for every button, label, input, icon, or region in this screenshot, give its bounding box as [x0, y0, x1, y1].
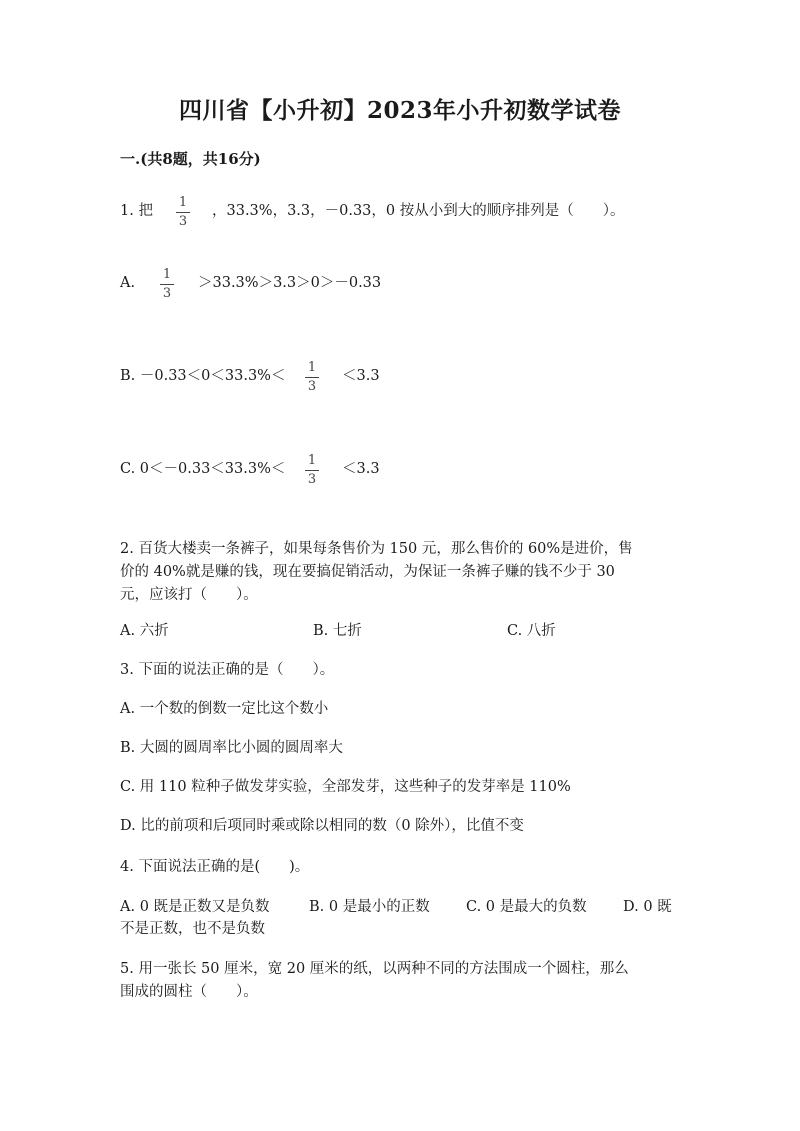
q2-option-c: C. 八折	[507, 623, 556, 639]
q1-fraction	[176, 196, 190, 229]
q1-option-a-label: A.	[120, 275, 136, 291]
q2-line-1: 2. 百货大楼卖一条裤子，如果每条售价为 150 元，那么售价的 60%是进价，售	[120, 541, 633, 557]
fraction-denominator: 3	[162, 286, 172, 301]
q4-option-c: C. 0 是最大的负数	[466, 899, 587, 915]
fraction-bar	[305, 470, 319, 471]
q2-line-3: 元，应该打（ ）。	[120, 587, 258, 603]
q3-option-d: D. 比的前项和后项同时乘或除以相同的数（0 除外），比值不变	[120, 818, 524, 834]
fraction-numerator: 1	[162, 267, 172, 282]
section-heading: 一.(共8题，共16分)	[120, 150, 261, 168]
q1-option-c-rest: ＜3.3	[342, 461, 380, 477]
q1-prefix: 1. 把	[120, 203, 153, 219]
fraction-denominator: 3	[178, 214, 188, 229]
q4-option-d-continued: 不是正数，也不是负数	[120, 921, 265, 937]
fraction-bar	[176, 212, 190, 213]
fraction-bar	[160, 284, 174, 285]
q3-option-b: B. 大圆的圆周率比小圆的圆周率大	[120, 740, 343, 756]
q2-option-a: A. 六折	[120, 623, 169, 639]
q1-option-b-text: B. －0.33＜0＜33.3%＜	[120, 368, 286, 384]
q3-option-c: C. 用 110 粒种子做发芽实验，全部发芽，这些种子的发芽率是 110%	[120, 779, 571, 795]
q1-suffix: ，33.3%，3.3，－0.33，0 按从小到大的顺序排列是（ ）。	[212, 203, 625, 219]
fraction-bar	[305, 377, 319, 378]
q1-option-a-fraction	[160, 268, 174, 301]
q5-line-2: 围成的圆柱（ ）。	[120, 984, 258, 1000]
q3-option-a: A. 一个数的倒数一定比这个数小	[120, 701, 329, 717]
page-title: 四川省【小升初】2023年小升初数学试卷	[178, 97, 621, 124]
q1-option-a-text: ＞33.3%＞3.3＞0＞－0.33	[198, 275, 382, 291]
fraction-numerator: 1	[178, 195, 188, 210]
q4-option-d-start: D. 0 既	[623, 899, 672, 915]
q3-stem: 3. 下面的说法正确的是（ ）。	[120, 662, 335, 678]
q1-option-b-rest: ＜3.3	[342, 368, 380, 384]
q2-option-b: B. 七折	[313, 623, 362, 639]
fraction-numerator: 1	[307, 360, 317, 375]
fraction-numerator: 1	[307, 453, 317, 468]
q2-line-2: 价的 40%就是赚的钱，现在要搞促销活动，为保证一条裤子赚的钱不少于 30	[120, 564, 615, 580]
q4-option-b: B. 0 是最小的正数	[309, 899, 430, 915]
q1-option-c-text: C. 0＜－0.33＜33.3%＜	[120, 461, 286, 477]
fraction-denominator: 3	[307, 472, 317, 487]
fraction-denominator: 3	[307, 379, 317, 394]
q4-stem: 4. 下面说法正确的是( )。	[120, 859, 310, 875]
q5-line-1: 5. 用一张长 50 厘米，宽 20 厘米的纸，以两种不同的方法围成一个圆柱，那么	[120, 961, 629, 977]
q1-option-c-fraction	[305, 454, 319, 487]
q1-option-b-fraction	[305, 361, 319, 394]
q4-option-a: A. 0 既是正数又是负数	[120, 899, 270, 915]
